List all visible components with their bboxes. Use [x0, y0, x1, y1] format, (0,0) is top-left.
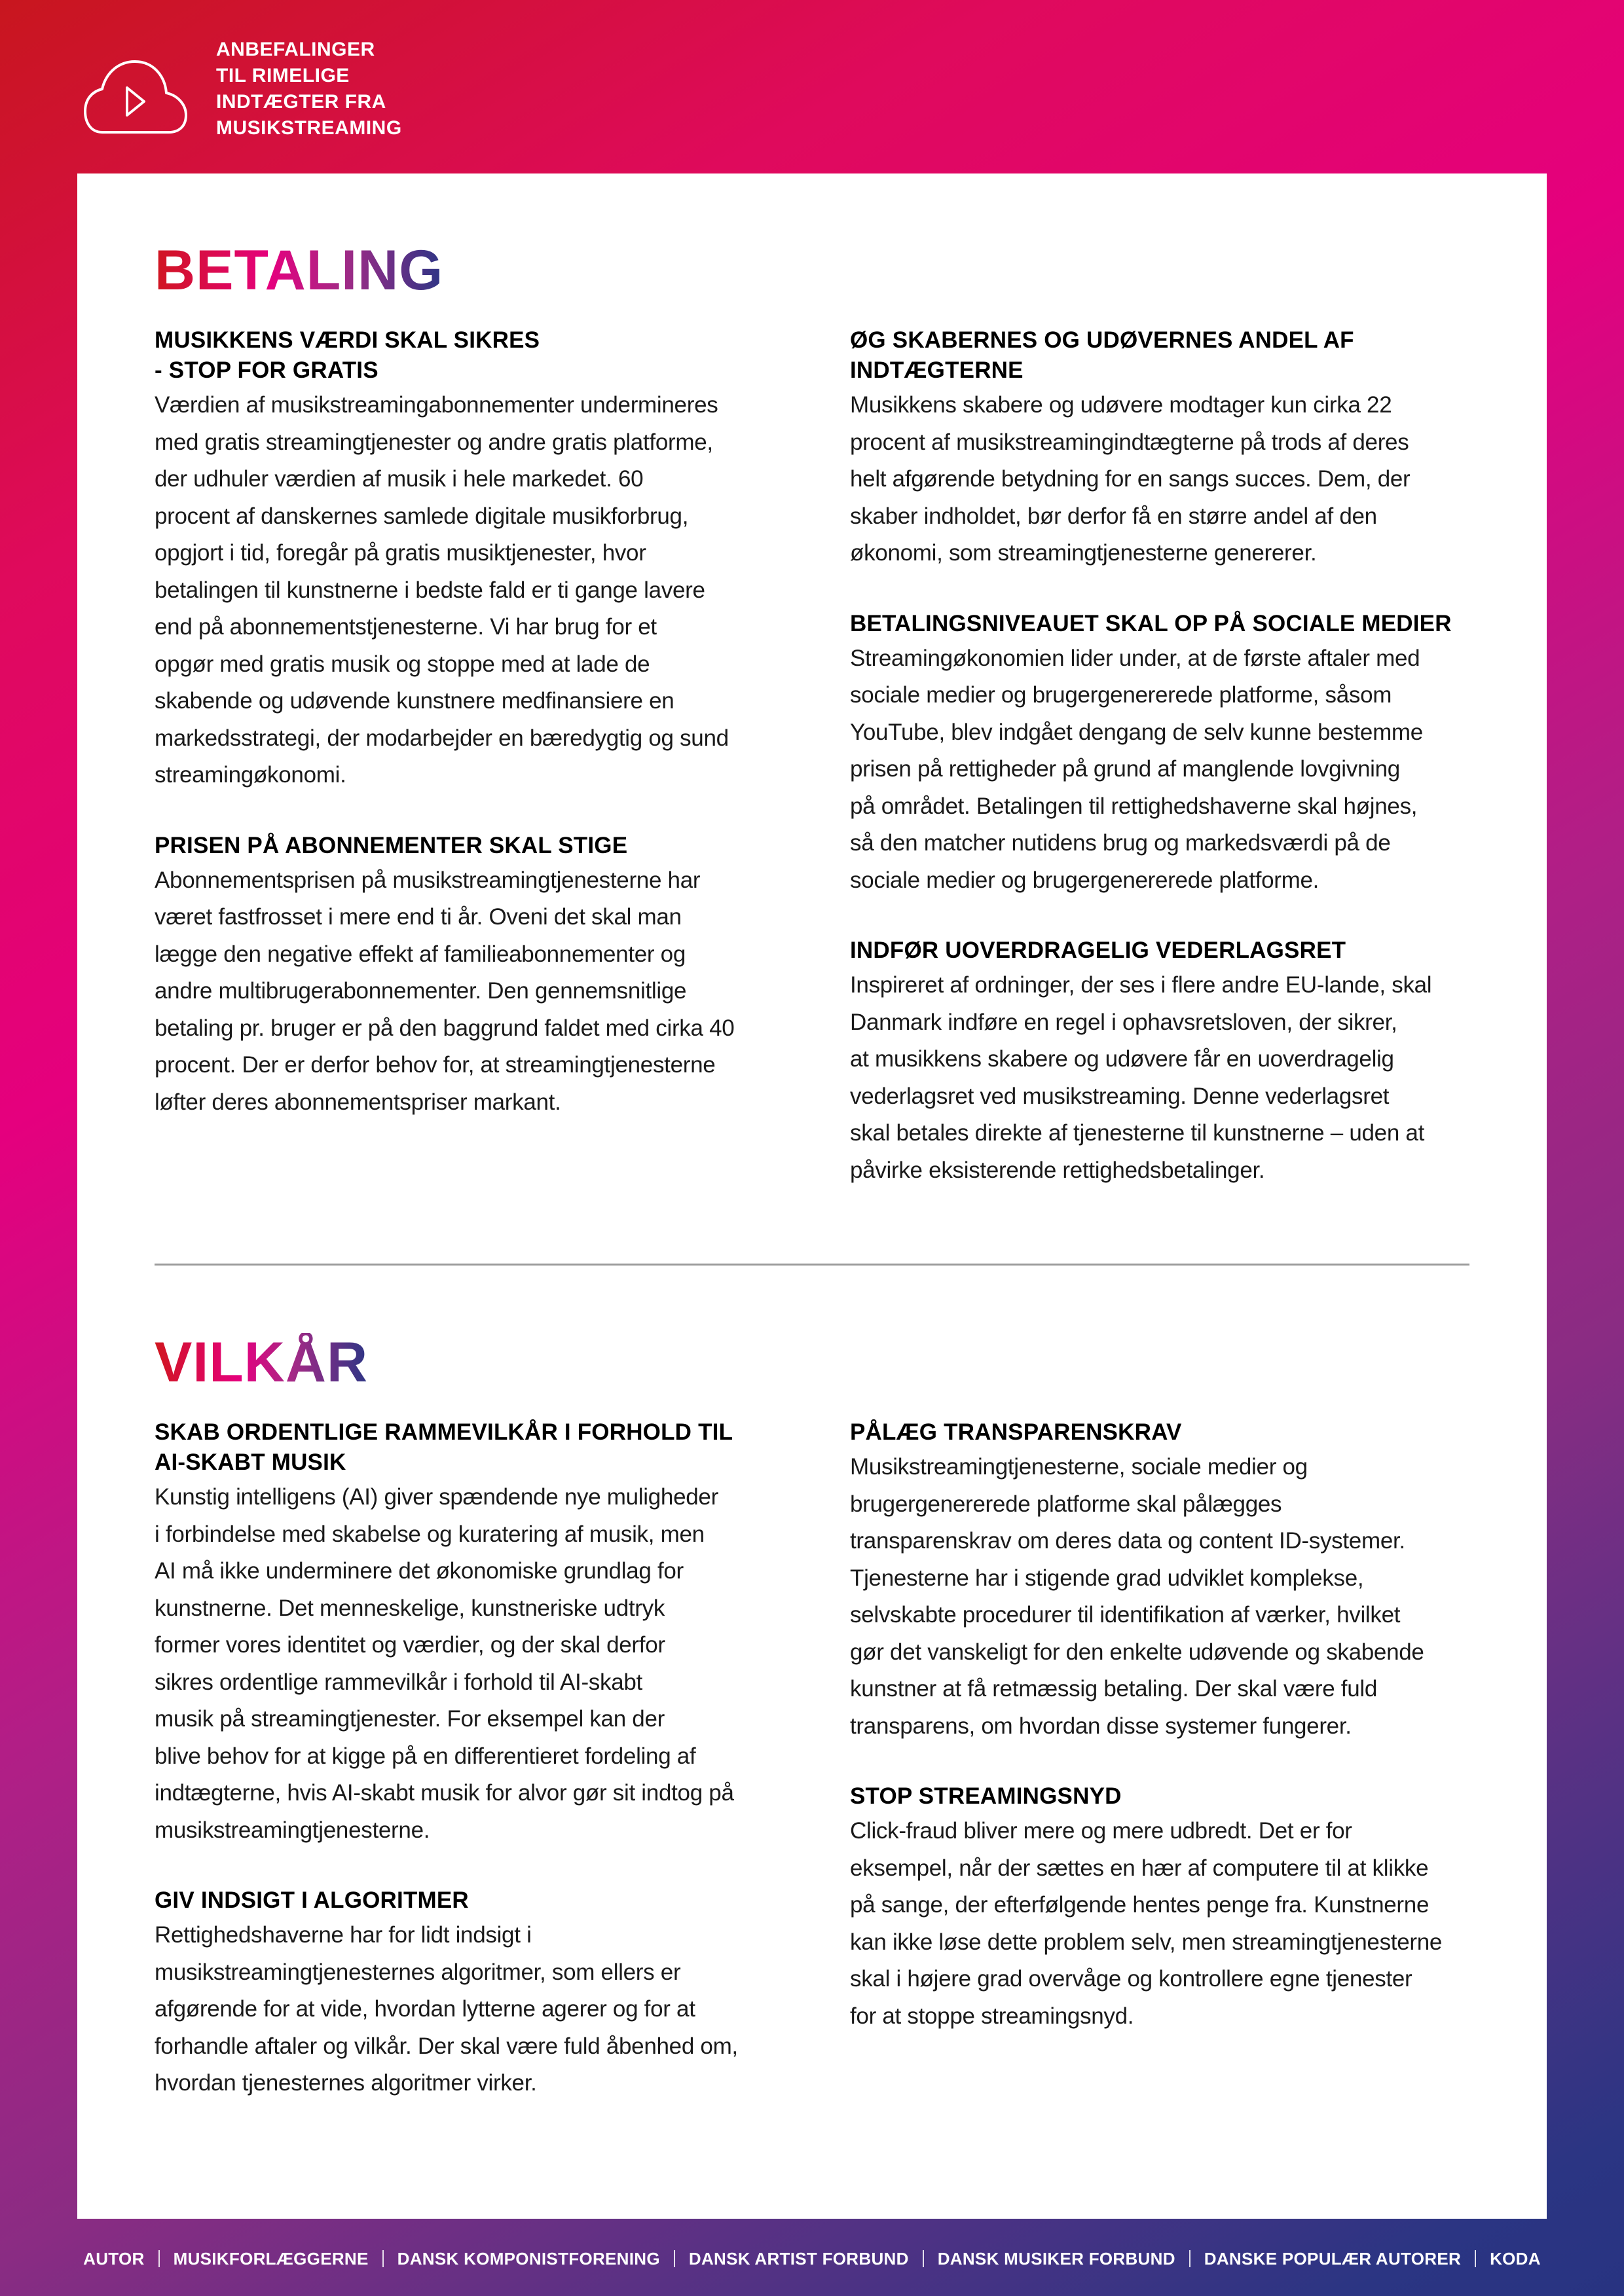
body-line: streamingøkonomi.	[155, 762, 346, 788]
body-line: kunstner at få retmæssig betaling. Der skal være fuld	[850, 1676, 1378, 1702]
recommendation-heading	[155, 1417, 770, 1478]
body-line: selvskabte procedurer til identifikation af værker, hvilket	[850, 1602, 1401, 1628]
body-line: Inspireret af ordninger, der ses i flere andre EU-lande, skal	[850, 972, 1432, 998]
vilkaar-left-column	[155, 1417, 770, 2139]
body-line: Danmark indføre en regel i ophavsretsloven, der sikrer,	[850, 1009, 1397, 1035]
heading-line: INDFØR UOVERDRAGELIG VEDERLAGSRET	[850, 938, 1346, 963]
body-line: Tjenesterne har i stigende grad udviklet komplekse,	[850, 1565, 1364, 1591]
body-line: vederlagsret ved musikstreaming. Denne vederlagsret	[850, 1083, 1390, 1109]
body-line: med gratis streamingtjenester og andre gratis platforme,	[155, 429, 713, 455]
recommendation-item	[850, 325, 1479, 572]
body-line: Click-fraud bliver mere og mere udbredt. Det er for	[850, 1818, 1352, 1844]
heading-line: MUSIKKENS VÆRDI SKAL SIKRES	[155, 327, 540, 353]
body-line: former vores identitet og værdier, og der skal derfor	[155, 1632, 665, 1658]
footer-org: DANSK MUSIKER FORBUND	[937, 2248, 1175, 2269]
body-line: musikstreamingtjenesternes algoritmer, som ellers er	[155, 1959, 681, 1985]
recommendation-item	[155, 1417, 770, 1849]
body-line: lægge den negative effekt af familieabonnementer og	[155, 941, 686, 967]
recommendation-item	[155, 1886, 770, 2102]
recommendation-body	[850, 387, 1479, 572]
body-line: skal i højere grad overvåge og kontrollere egne tjenester	[850, 1966, 1412, 1992]
body-line: procent. Der er derfor behov for, at streamingtjenesterne	[155, 1052, 716, 1078]
betaling-left-column	[155, 325, 770, 1157]
section-title-vilkaar: VILKÅR	[155, 1331, 369, 1394]
brand-title	[216, 37, 402, 141]
recommendation-item	[850, 1781, 1479, 2035]
body-line: Værdien af musikstreamingabonnementer undermineres	[155, 392, 718, 418]
heading-line: PRISEN PÅ ABONNEMENTER SKAL STIGE	[155, 832, 628, 858]
recommendation-item	[850, 936, 1479, 1189]
body-line: musikstreamingtjenesterne.	[155, 1817, 430, 1843]
body-line: der udhuler værdien af musik i hele markedet. 60	[155, 466, 644, 492]
body-line: så den matcher nutidens brug og markedsværdi på de	[850, 830, 1391, 856]
body-line: betalingen til kunstnerne i bedste fald er ti gange lavere	[155, 577, 705, 603]
body-line: skal betales direkte af tjenesterne til kunstnerne – uden at	[850, 1120, 1424, 1146]
body-line: transparenskrav om deres data og content ID-systemer.	[850, 1528, 1405, 1554]
brand-title-line: TIL RIMELIGE	[216, 65, 350, 86]
heading-line: GIV INDSIGT I ALGORITMER	[155, 1887, 469, 1913]
heading-line: ØG SKABERNES OG UDØVERNES ANDEL AF	[850, 327, 1354, 353]
recommendation-item	[850, 1417, 1479, 1745]
recommendation-body	[155, 1479, 770, 1849]
heading-line: - STOP FOR GRATIS	[155, 357, 378, 383]
recommendation-body	[850, 1813, 1479, 2035]
body-line: sikres ordentlige rammevilkår i forhold til AI-skabt	[155, 1669, 642, 1695]
cloud-play-icon	[77, 58, 194, 135]
recommendation-heading	[850, 1417, 1479, 1448]
heading-line: INDTÆGTERNE	[850, 357, 1024, 383]
body-line: helt afgørende betydning for en sangs succes. Dem, der	[850, 466, 1411, 492]
body-line: opgør med gratis musik og stoppe med at lade de	[155, 651, 650, 677]
body-line: kunstnerne. Det menneskelige, kunstneriske udtryk	[155, 1595, 665, 1621]
body-line: sociale medier og brugergenererede platforme.	[850, 867, 1320, 893]
betaling-right-column	[850, 325, 1479, 1226]
body-line: opgjort i tid, foregår på gratis musiktjenester, hvor	[155, 540, 646, 566]
body-line: gør det vanskeligt for den enkelte udøvende og skabende	[850, 1639, 1424, 1665]
body-line: andre multibrugerabonnementer. Den gennemsnitlige	[155, 978, 687, 1004]
heading-line: STOP STREAMINGSNYD	[850, 1783, 1122, 1809]
body-line: afgørende for at vide, hvordan lytterne agerer og for at	[155, 1996, 695, 2022]
vilkaar-right-column	[850, 1417, 1479, 2071]
body-line: været fastfrosset i mere end ti år. Oveni det skal man	[155, 904, 682, 930]
body-line: på området. Betalingen til rettighedshaverne skal højnes,	[850, 793, 1418, 819]
body-line: Streamingøkonomien lider under, at de første aftaler med	[850, 645, 1420, 671]
body-line: økonomi, som streamingtjenesterne genererer.	[850, 540, 1317, 566]
recommendation-heading	[850, 936, 1479, 966]
body-line: kan ikke løse dette problem selv, men streamingtjenesterne	[850, 1929, 1443, 1955]
footer-org: DANSK ARTIST FORBUND	[688, 2248, 909, 2269]
body-line: løfter deres abonnementspriser markant.	[155, 1089, 561, 1115]
recommendation-heading	[155, 1886, 770, 1916]
heading-line: PÅLÆG TRANSPARENSKRAV	[850, 1419, 1182, 1445]
body-line: procent af musikstreamingindtægterne på trods af deres	[850, 429, 1409, 455]
footer-org: DANSK KOMPONISTFORENING	[397, 2248, 660, 2269]
body-line: i forbindelse med skabelse og kuratering af musik, men	[155, 1521, 705, 1547]
body-line: markedsstrategi, der modarbejder en bæredygtig og sund	[155, 725, 729, 751]
body-line: Musikkens skabere og udøvere modtager kun cirka 22	[850, 392, 1392, 418]
heading-line: AI-SKABT MUSIK	[155, 1449, 346, 1475]
footer-organizations	[0, 2246, 1624, 2272]
footer-org: AUTOR	[83, 2248, 145, 2269]
recommendation-item	[155, 831, 770, 1121]
body-line: Musikstreamingtjenesterne, sociale medier og	[850, 1454, 1308, 1480]
body-line: indtægterne, hvis AI-skabt musik for alvor gør sit indtog på	[155, 1780, 734, 1806]
body-line: blive behov for at kigge på en differentieret fordeling af	[155, 1743, 696, 1769]
recommendation-heading	[850, 609, 1479, 639]
body-line: påvirke eksisterende rettighedsbetalinger.	[850, 1157, 1265, 1183]
body-line: for at stoppe streamingsnyd.	[850, 2003, 1134, 2029]
recommendation-body	[850, 640, 1479, 900]
recommendation-body	[155, 862, 770, 1121]
heading-line: SKAB ORDENTLIGE RAMMEVILKÅR I FORHOLD TIL	[155, 1419, 733, 1445]
body-line: YouTube, blev indgået dengang de selv kunne bestemme	[850, 719, 1423, 745]
recommendation-item	[155, 325, 770, 794]
body-line: sociale medier og brugergenererede platforme, såsom	[850, 682, 1392, 708]
section-divider	[155, 1264, 1469, 1266]
section-title-betaling: BETALING	[155, 239, 444, 302]
recommendation-body	[850, 967, 1479, 1189]
brand-title-line: ANBEFALINGER	[216, 39, 375, 60]
body-line: eksempel, når der sættes en hær af computere til at klikke	[850, 1855, 1429, 1881]
brand-title-line: INDTÆGTER FRA	[216, 91, 386, 113]
body-line: musik på streamingtjenester. For eksempel kan der	[155, 1706, 665, 1732]
recommendation-body	[155, 1917, 770, 2102]
recommendation-item	[850, 609, 1479, 900]
body-line: på sange, der efterfølgende hentes penge fra. Kunstnerne	[850, 1892, 1430, 1918]
body-line: prisen på rettigheder på grund af manglende lovgivning	[850, 756, 1400, 782]
recommendation-heading	[850, 1781, 1479, 1812]
body-line: transparens, om hvordan disse systemer fungerer.	[850, 1713, 1352, 1739]
body-line: forhandle aftaler og vilkår. Der skal være fuld åbenhed om,	[155, 2033, 738, 2059]
body-line: hvordan tjenesternes algoritmer virker.	[155, 2070, 537, 2096]
recommendation-body	[155, 387, 770, 794]
body-line: AI må ikke underminere det økonomiske grundlag for	[155, 1558, 684, 1584]
recommendation-heading	[850, 325, 1479, 386]
recommendation-heading	[155, 325, 770, 386]
body-line: end på abonnementstjenesterne. Vi har brug for et	[155, 614, 657, 640]
body-line: skaber indholdet, bør derfor få en større andel af den	[850, 503, 1377, 529]
recommendation-body	[850, 1449, 1479, 1745]
body-line: skabende og udøvende kunstnere medfinansiere en	[155, 688, 674, 714]
footer-org: KODA	[1490, 2248, 1541, 2269]
heading-line: BETALINGSNIVEAUET SKAL OP PÅ SOCIALE MEDIER	[850, 610, 1452, 636]
body-line: betaling pr. bruger er på den baggrund faldet med cirka 40	[155, 1015, 735, 1041]
recommendation-heading	[155, 831, 770, 861]
footer-org: MUSIKFORLÆGGERNE	[173, 2248, 369, 2269]
body-line: brugergenererede platforme skal pålægges	[850, 1491, 1282, 1517]
brand-title-line: MUSIKSTREAMING	[216, 117, 402, 139]
body-line: at musikkens skabere og udøvere får en uoverdragelig	[850, 1046, 1394, 1072]
footer-org: DANSKE POPULÆR AUTORER	[1204, 2248, 1462, 2269]
body-line: procent af danskernes samlede digitale musikforbrug,	[155, 503, 689, 529]
body-line: Abonnementsprisen på musikstreamingtjenesterne har	[155, 867, 701, 893]
body-line: Kunstig intelligens (AI) giver spændende nye muligheder	[155, 1484, 718, 1510]
body-line: Rettighedshaverne har for lidt indsigt i	[155, 1922, 532, 1948]
